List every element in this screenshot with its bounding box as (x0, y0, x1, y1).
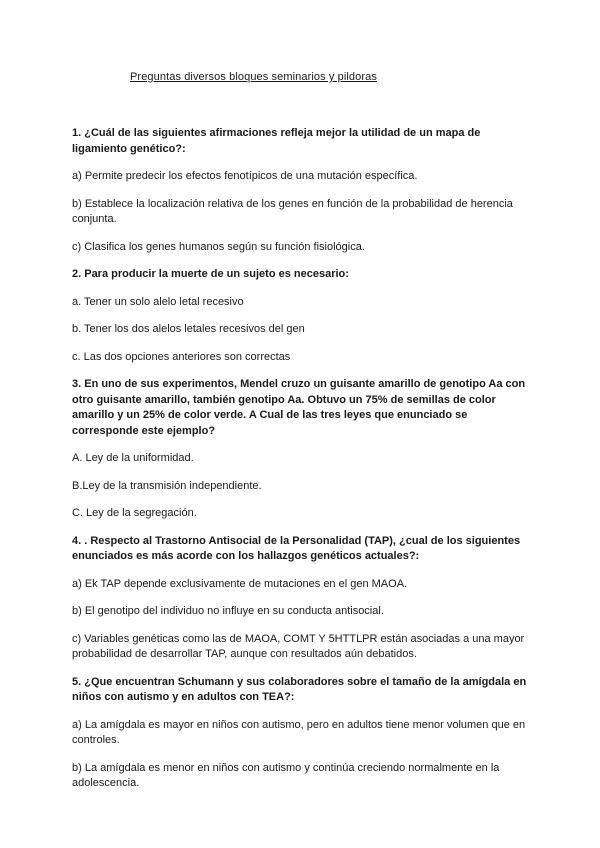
answer-option: a) Ek TAP depende exclusivamente de mutaciones en el gen MAOA. (72, 577, 408, 590)
question-text: 4. . Respecto al Trastorno Antisocial de la Personalidad (TAP), ¿cual de los siguientes enunciados es más acorde con los hallazgos genéticos actuales?: (72, 534, 521, 562)
answer-option: C. Ley de la segregación. (72, 507, 197, 519)
question-text: 3. En uno de sus experimentos, Mendel cruzo un guisante amarillo de genotipo Aa con otro guisante amarillo, también genotipo Aa. Obtuvo un 75% de semillas de color amarillo y un 25% de color verde. A Cual de las tres leyes que enunciado se corresponde este ejemplo? (72, 378, 526, 437)
question-block (72, 675, 532, 792)
question-block (72, 377, 532, 522)
answer-option: B.Ley de la transmisión independiente. (72, 479, 262, 492)
answer-option: a) Permite predecir los efectos fenotípicos de una mutación específica. (72, 170, 418, 182)
answer-option: a) La amígdala es mayor en niños con autismo, pero en adultos tiene menor volumen que en controles. (72, 718, 526, 746)
question-block (72, 267, 532, 365)
document-title: Preguntas diversos bloques seminarios y pildoras (130, 71, 377, 83)
question-block (72, 534, 532, 663)
answer-option: a. Tener un solo alelo letal recesivo (72, 295, 244, 308)
answer-option: c) Clasifica los genes humanos según su función fisiológica. (72, 240, 365, 253)
answer-option: A. Ley de la uniformidad. (72, 452, 194, 464)
question-text: 2. Para producir la muerte de un sujeto es necesario: (72, 268, 349, 280)
question-block (72, 126, 532, 255)
question-text: 1. ¿Cuál de las siguientes afirmaciones refleja mejor la utilidad de un mapa de ligamiento genético?: (72, 127, 481, 155)
questions-list (72, 126, 532, 804)
question-text: 5. ¿Que encuentran Schumann y sus colaboradores sobre el tamaño de la amígdala en niños con autismo y en adultos con TEA?: (72, 675, 527, 703)
answer-option: c. Las dos opciones anteriores son correctas (72, 350, 291, 363)
answer-option: b) La amígdala es menor en niños con autismo y continúa creciendo normalmente en la adolescencia. (72, 761, 500, 789)
answer-option: b) Establece la localización relativa de los genes en función de la probabilidad de herencia conjunta. (72, 197, 513, 225)
answer-option: b) El genotipo del individuo no influye en su conducta antisocial. (72, 605, 384, 617)
answer-option: b. Tener los dos alelos letales recesivos del gen (72, 323, 305, 335)
answer-option: c) Variables genéticas como las de MAOA, COMT Y 5HTTLPR están asociadas a una mayor probabilidad de desarrollar TAP, aunque con resultados aún debatidos. (72, 632, 525, 660)
